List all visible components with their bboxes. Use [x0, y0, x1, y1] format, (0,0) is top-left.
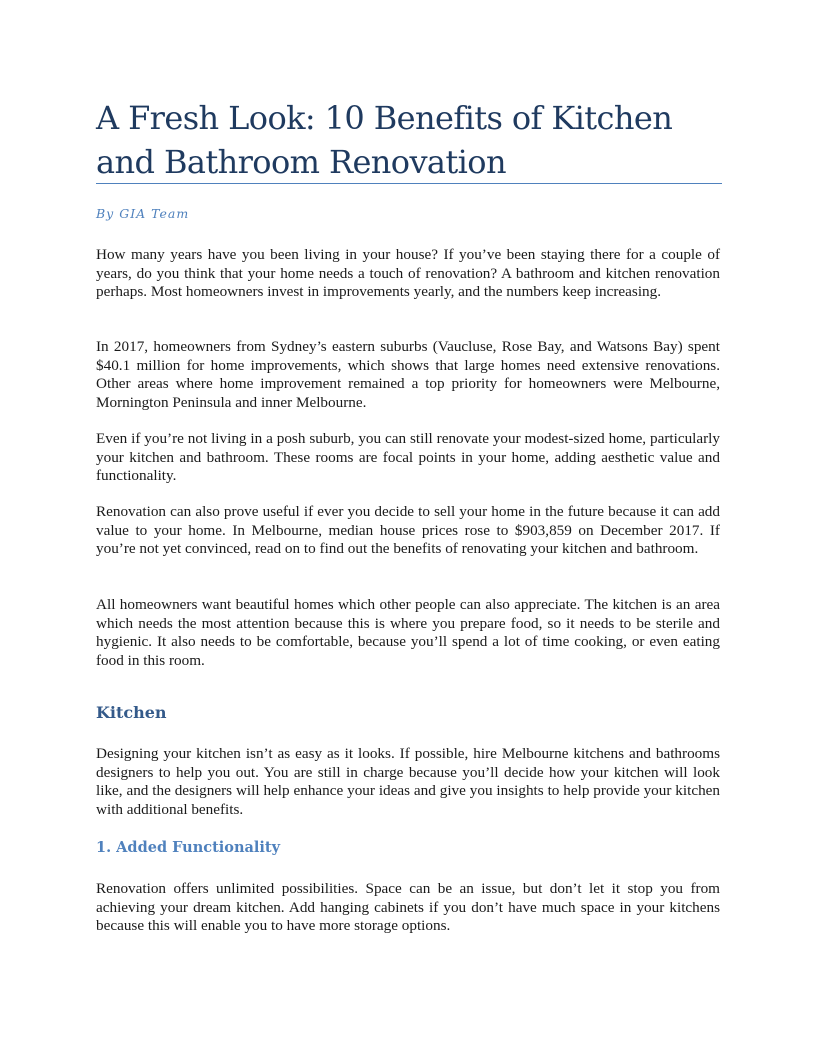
- paragraph-sydney-stats: In 2017, homeowners from Sydney’s eastern suburbs (Vaucluse, Rose Bay, and Watsons Bay) spent $40.1 million for home improvements, which shows that large homes need extensive renovations. Other areas where home improvement remained a top priority for homeowners were Melbourne, Mornington Peninsula and inner Melbourne.: [96, 338, 720, 411]
- paragraph-resale-value: Renovation can also prove useful if ever you decide to sell your home in the future because it can add value to your home. In Melbourne, median house prices rose to $903,859 on December 2017. If you’re not yet convinced, read on to find out the benefits of renovating your kitchen and bathroom.: [96, 503, 720, 557]
- byline: By GIA Team: [96, 206, 190, 221]
- title-underline-rule: [96, 183, 722, 184]
- paragraph-modest-home: Even if you’re not living in a posh suburb, you can still renovate your modest-sized home, particularly your kitchen and bathroom. These rooms are focal points in your home, adding aesthetic value and functionality.: [96, 430, 720, 484]
- document-title: A Fresh Look: 10 Benefits of Kitchen and Bathroom Renovation: [96, 99, 673, 181]
- paragraph-kitchen-design: Designing your kitchen isn’t as easy as it looks. If possible, hire Melbourne kitchens and bathrooms designers to help you out. You are still in charge because you’ll decide how your kitchen will look like, and the designers will help enhance your ideas and give you insights to help provide your kitchen with additional benefits.: [96, 745, 720, 818]
- section-heading-kitchen: Kitchen: [96, 703, 167, 722]
- subheading-added-functionality: 1. Added Functionality: [96, 839, 281, 856]
- paragraph-kitchen-attention: All homeowners want beautiful homes which other people can also appreciate. The kitchen is an area which needs the most attention because this is where you prepare food, so it needs to be sterile and hygienic. It also needs to be comfortable, because you’ll spend a lot of time cooking, or even eating food in this room.: [96, 596, 720, 669]
- paragraph-intro: How many years have you been living in your house? If you’ve been staying there for a couple of years, do you think that your home needs a touch of renovation? A bathroom and kitchen renovation perhaps. Most homeowners invest in improvements yearly, and the numbers keep increasing.: [96, 246, 720, 300]
- paragraph-functionality: Renovation offers unlimited possibilities. Space can be an issue, but don’t let it stop you from achieving your dream kitchen. Add hanging cabinets if you don’t have much space in your kitchens because this will enable you to have more storage options.: [96, 880, 720, 934]
